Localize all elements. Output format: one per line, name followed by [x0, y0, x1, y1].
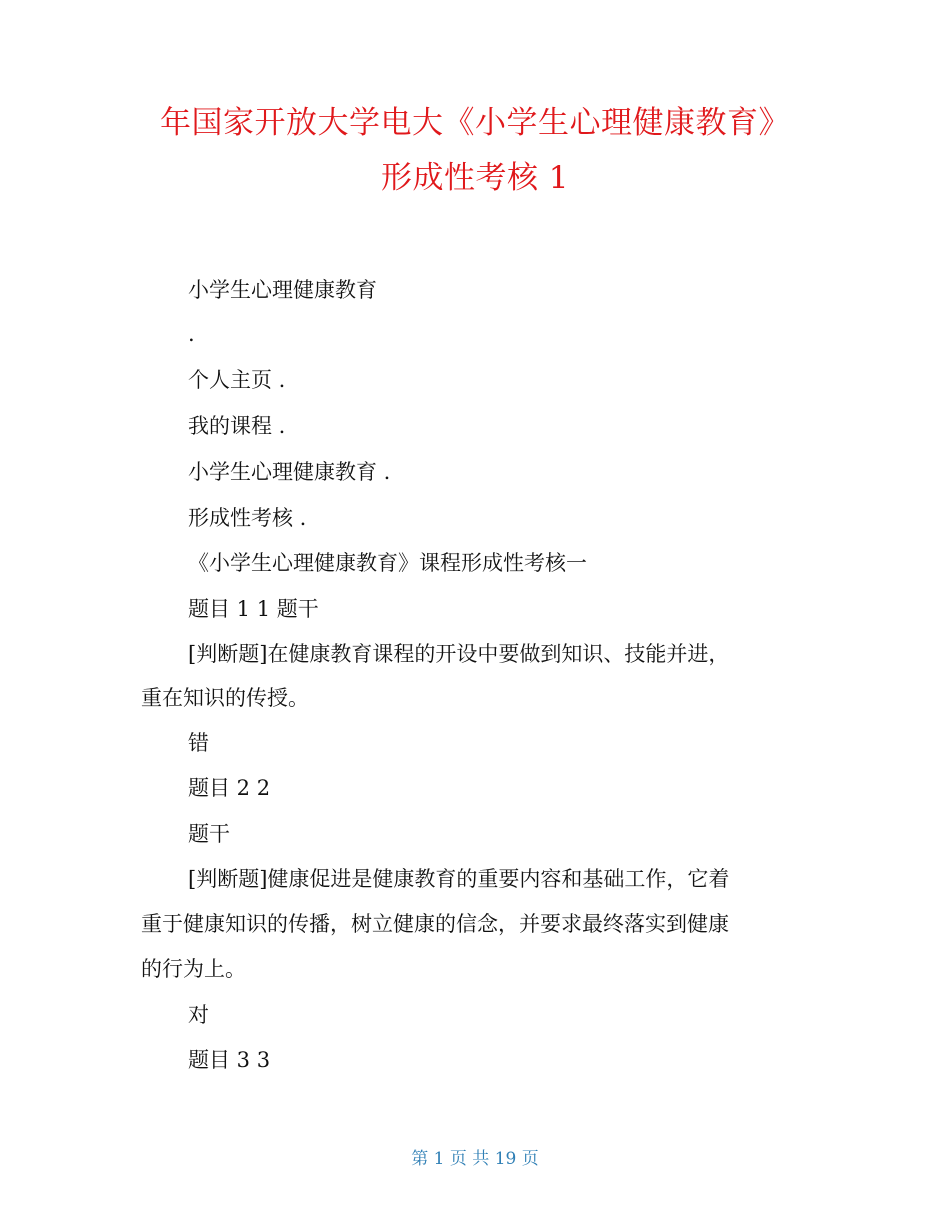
question-3-header: 题目 3 3	[188, 1048, 271, 1072]
breadcrumb-assessment: 形成性考核 .	[188, 506, 307, 530]
question-1-text-line-1: [判断题]在健康教育课程的开设中要做到知识、技能并进，	[188, 642, 730, 666]
question-2-header: 题目 2 2	[188, 776, 271, 800]
question-2-text-line-1: [判断题]健康促进是健康教育的重要内容和基础工作，它着	[188, 867, 730, 891]
question-1-header: 题目 1 1 题干	[188, 597, 319, 621]
question-2-text-line-3: 的行为上。	[141, 957, 246, 981]
breadcrumb-home: 个人主页 .	[188, 368, 286, 392]
document-title-line-2: 形成性考核 1	[380, 160, 570, 196]
breadcrumb-my-courses: 我的课程 .	[188, 414, 286, 438]
document-title-line-1: 年国家开放大学电大《小学生心理健康教育》	[160, 105, 790, 141]
breadcrumb-course: 小学生心理健康教育 .	[188, 460, 391, 484]
course-name: 小学生心理健康教育	[188, 278, 377, 302]
question-1-answer: 错	[188, 731, 209, 755]
question-1-text-line-2: 重在知识的传授。	[141, 686, 309, 710]
assessment-title: 《小学生心理健康教育》课程形成性考核一	[188, 551, 587, 575]
question-2-text-line-2: 重于健康知识的传播，树立健康的信念，并要求最终落实到健康	[141, 912, 729, 936]
question-2-answer: 对	[188, 1003, 209, 1027]
page-number-footer: 第 1 页 共 19 页	[411, 1149, 539, 1169]
separator-dot: .	[188, 322, 195, 346]
question-2-stem-label: 题干	[188, 822, 230, 846]
